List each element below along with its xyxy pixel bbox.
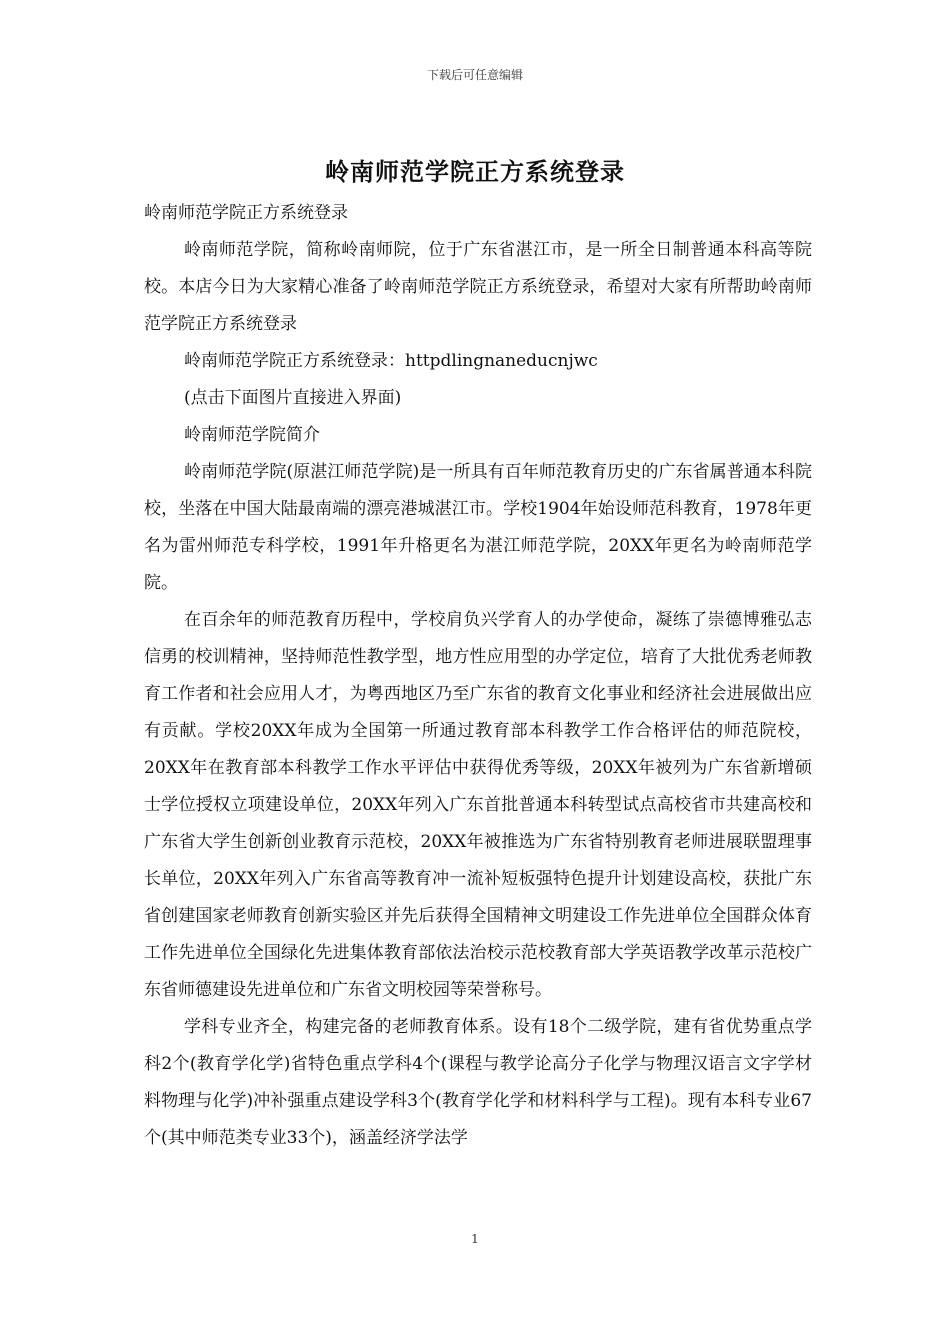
- paragraph-achievements: 在百余年的师范教育历程中，学校肩负兴学育人的办学使命，凝练了崇德博雅弘志信勇的校训精神，坚持师范性教学型，地方性应用型的办学定位，培育了大批优秀老师教育工作者和社会应用人才，为粤西地区乃至广东省的教育文化事业和经济社会进展做出应有贡献。学校20XX年成为全国第一所通过教育部本科教学工作合格评估的师范院校，20XX年在教育部本科教学工作水平评估中获得优秀等级，20XX年被列为广东省新增硕士学位授权立项建设单位，20XX年列入广东首批普通本科转型试点高校省市共建高校和广东省大学生创新创业教育示范校，20XX年被推选为广东省特别教育老师进展联盟理事长单位，20XX年列入广东省高等教育冲一流补短板强特色提升计划建设高校，获批广东省创建国家老师教育创新实验区并先后获得全国精神文明建设工作先进单位全国群众体育工作先进单位全国绿化先进集体教育部依法治校示范校教育部大学英语教学改革示范校广东省师德建设先进单位和广东省文明校园等荣誉称号。: [144, 610, 812, 1000]
- paragraph-disciplines: 学科专业齐全，构建完备的老师教育体系。设有18个二级学院，建有省优势重点学科2个(教育学化学)省特色重点学科4个(课程与教学论高分子化学与物理汉语言文字学材料物理与化学)冲补强重点建设学科3个(教育学化学和材料科学与工程)。现有本科专业67个(其中师范类专业33个)，涵盖经济学法学: [144, 1017, 812, 1148]
- paragraph-history: 岭南师范学院(原湛江师范学院)是一所具有百年师范教育历史的广东省属普通本科院校，坐落在中国大陆最南端的漂亮港城湛江市。学校1904年始设师范科教育，1978年更名为雷州师范专科学校，1991年升格更名为湛江师范学院，20XX年更名为岭南师范学院。: [144, 462, 812, 593]
- page-header-note: 下载后可任意编辑: [426, 68, 523, 82]
- page-number: 1: [471, 1232, 479, 1246]
- paragraph-section-heading: 岭南师范学院简介: [184, 425, 320, 445]
- paragraph-click-hint: (点击下面图片直接进入界面): [184, 388, 402, 408]
- paragraph-subtitle: 岭南师范学院正方系统登录: [144, 203, 348, 223]
- document-title: 岭南师范学院正方系统登录: [325, 157, 625, 186]
- paragraph-intro: 岭南师范学院，简称岭南师院，位于广东省湛江市，是一所全日制普通本科高等院校。本店今日为大家精心准备了岭南师范学院正方系统登录，希望对大家有所帮助岭南师范学院正方系统登录: [144, 240, 812, 334]
- document-body: [144, 195, 812, 1157]
- paragraph-login-url: 岭南师范学院正方系统登录：httpdlingnaneducnjwc: [184, 351, 598, 371]
